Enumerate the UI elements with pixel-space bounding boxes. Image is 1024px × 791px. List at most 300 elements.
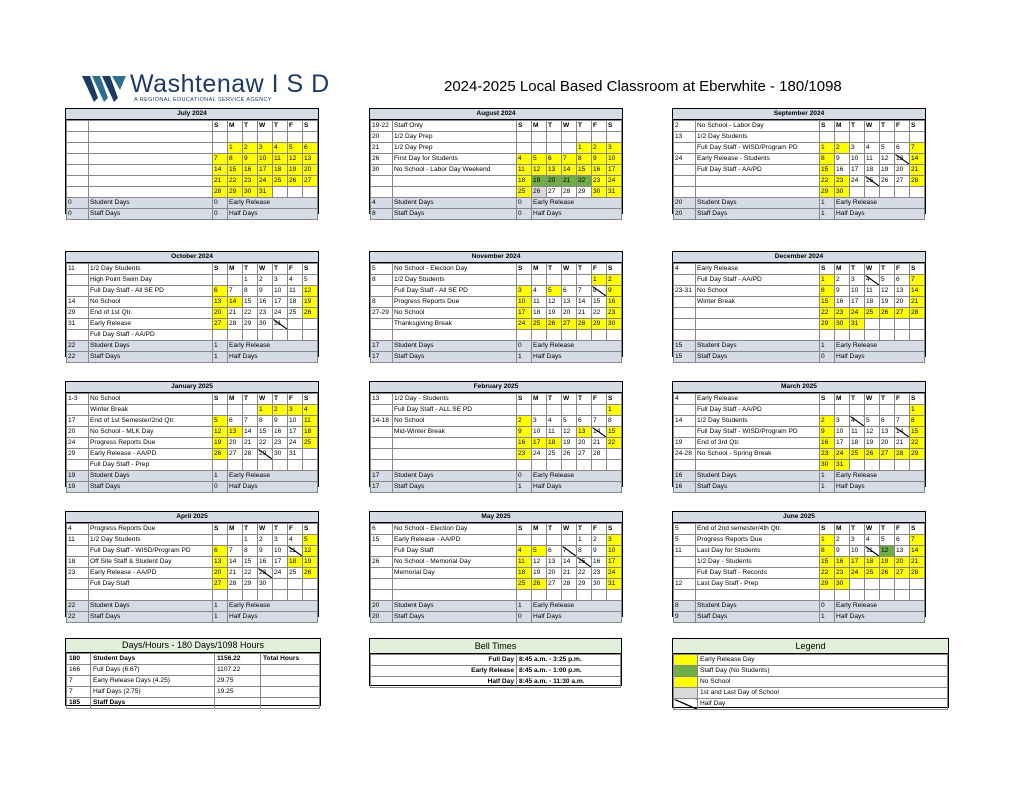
event-label [393, 460, 517, 471]
day-cell [517, 330, 532, 341]
day-cell: 9 [592, 154, 607, 165]
day-cell: 14 [228, 297, 243, 308]
day-cell: 6 [547, 154, 562, 165]
day-cell: 1 [607, 405, 622, 416]
event-label: No School [393, 308, 517, 319]
event-label: Progress Reports Due [696, 535, 820, 546]
month-calendar [65, 381, 319, 490]
day-cell: 2 [835, 535, 850, 546]
day-cell: 11 [865, 546, 880, 557]
day-cell: 2 [607, 275, 622, 286]
day-cell: 21 [562, 176, 577, 187]
event-date [67, 579, 89, 590]
day-cell: 12 [532, 557, 547, 568]
event-label: Memorial Day [393, 568, 517, 579]
event-date [67, 121, 89, 132]
day-cell: 17 [273, 297, 288, 308]
day-header: W [865, 524, 880, 535]
day-cell [517, 535, 532, 546]
day-cell: 30 [273, 449, 288, 460]
early-release-label: Early Release [228, 601, 318, 612]
day-cell: 22 [820, 568, 835, 579]
day-cell: 10 [288, 416, 303, 427]
day-cell: 17 [258, 165, 273, 176]
day-cell [850, 187, 865, 198]
day-header: T [273, 264, 288, 275]
day-cell: 22 [577, 568, 592, 579]
day-cell [228, 535, 243, 546]
day-cell: 8 [592, 286, 607, 297]
day-cell: 1 [258, 405, 273, 416]
staff-days-label: Staff Days [89, 352, 213, 363]
day-cell: 1 [820, 535, 835, 546]
day-cell [258, 590, 273, 601]
day-header: F [288, 264, 303, 275]
day-header: T [243, 121, 258, 132]
days-hours-cell [261, 698, 320, 709]
day-cell: 20 [895, 165, 910, 176]
event-date [67, 176, 89, 187]
day-cell [288, 132, 303, 143]
day-header: F [895, 394, 910, 405]
event-date [67, 165, 89, 176]
day-cell: 10 [850, 154, 865, 165]
day-cell: 5 [288, 143, 303, 154]
day-cell: 22 [258, 438, 273, 449]
day-header: T [547, 264, 562, 275]
days-hours-cell: 180 [67, 654, 91, 665]
days-hours-cell [261, 665, 320, 676]
day-cell [213, 330, 228, 341]
event-date [674, 176, 696, 187]
day-cell [895, 579, 910, 590]
day-cell [243, 460, 258, 471]
day-cell: 2 [820, 416, 835, 427]
day-cell: 21 [562, 568, 577, 579]
event-label: Early Release [89, 319, 213, 330]
staff-days-label: Staff Days [393, 209, 517, 220]
day-cell [303, 449, 318, 460]
day-cell [243, 330, 258, 341]
day-cell: 18 [288, 297, 303, 308]
day-cell: 19 [288, 165, 303, 176]
day-cell: 7 [562, 546, 577, 557]
event-date [674, 330, 696, 341]
day-cell [562, 535, 577, 546]
day-cell [865, 319, 880, 330]
day-header: W [258, 121, 273, 132]
day-cell: 30 [592, 579, 607, 590]
early-release-label: Early Release [835, 601, 925, 612]
event-date: 24 [67, 438, 89, 449]
event-date [371, 330, 393, 341]
event-label: Mid-Winter Break [393, 427, 517, 438]
staff-days-label: Staff Days [696, 352, 820, 363]
day-cell [865, 460, 880, 471]
event-label: High Point Swim Day [89, 275, 213, 286]
day-cell: 3 [288, 405, 303, 416]
month-title: September 2024 [673, 109, 925, 120]
day-cell: 8 [577, 154, 592, 165]
early-release-value: 1 [213, 341, 228, 352]
days-hours-cell: Full Days (6.67) [91, 665, 215, 676]
day-cell [273, 579, 288, 590]
event-date: 23 [67, 568, 89, 579]
day-cell: 26 [880, 308, 895, 319]
day-cell: 29 [910, 449, 925, 460]
day-cell: 26 [303, 308, 318, 319]
day-cell [850, 590, 865, 601]
event-label: 1/2 Day Students [696, 416, 820, 427]
day-header: S [303, 524, 318, 535]
day-cell [865, 132, 880, 143]
day-cell: 19 [880, 165, 895, 176]
day-cell: 19 [865, 438, 880, 449]
day-cell: 2 [258, 535, 273, 546]
day-header: T [273, 121, 288, 132]
day-cell: 18 [288, 557, 303, 568]
event-label: Full Day Staff - ALL SE PD [393, 405, 517, 416]
event-label: No School - Memorial Day [393, 557, 517, 568]
event-label: Full Day Staff - Prep [89, 460, 213, 471]
day-cell [592, 405, 607, 416]
event-label [89, 132, 213, 143]
event-date: 6 [371, 524, 393, 535]
bell-time-label: Full Day [371, 655, 517, 666]
event-label: Early Release - Students [696, 154, 820, 165]
day-cell: 14 [577, 297, 592, 308]
half-days-label: Half Days [228, 482, 318, 493]
day-cell: 24 [607, 568, 622, 579]
day-header: T [850, 264, 865, 275]
day-cell: 12 [532, 165, 547, 176]
day-cell: 14 [562, 165, 577, 176]
staff-days-value: 8 [371, 209, 393, 220]
day-cell: 4 [288, 535, 303, 546]
day-cell: 11 [288, 286, 303, 297]
day-cell: 15 [228, 165, 243, 176]
month-title: June 2025 [673, 512, 925, 523]
day-cell: 4 [865, 275, 880, 286]
days-hours-cell: 19.25 [215, 687, 261, 698]
event-date: 13 [371, 394, 393, 405]
early-release-value: 1 [820, 341, 835, 352]
event-date [674, 187, 696, 198]
day-cell: 23 [835, 176, 850, 187]
day-cell: 2 [243, 143, 258, 154]
day-cell [880, 330, 895, 341]
day-cell: 22 [820, 176, 835, 187]
event-label: Full Day Staff - WISD/Program PD [89, 546, 213, 557]
day-cell: 19 [547, 308, 562, 319]
day-cell: 15 [607, 427, 622, 438]
early-release-value: 1 [213, 471, 228, 482]
day-header: S [303, 121, 318, 132]
day-cell: 23 [835, 568, 850, 579]
day-cell: 19 [562, 438, 577, 449]
student-days-label: Student Days [89, 601, 213, 612]
event-date [371, 449, 393, 460]
day-cell: 18 [532, 308, 547, 319]
day-cell: 5 [532, 154, 547, 165]
early-release-label: Early Release [228, 341, 318, 352]
day-cell [303, 132, 318, 143]
day-cell: 11 [850, 427, 865, 438]
day-header: M [228, 121, 243, 132]
day-cell: 16 [835, 297, 850, 308]
event-label: No School - Labor Day Weekend [393, 165, 517, 176]
event-label: Full Day Staff - WISD/Program PD [696, 143, 820, 154]
day-cell: 22 [243, 568, 258, 579]
event-label [696, 330, 820, 341]
half-days-label: Half Days [532, 209, 622, 220]
day-cell: 26 [288, 176, 303, 187]
day-header: F [592, 121, 607, 132]
day-header: S [517, 264, 532, 275]
day-cell: 20 [547, 568, 562, 579]
bell-times-table [369, 638, 622, 686]
days-hours-title: Days/Hours - 180 Days/1098 Hours [66, 639, 320, 653]
half-days-label: Half Days [835, 482, 925, 493]
day-cell: 14 [243, 427, 258, 438]
day-cell: 23 [592, 568, 607, 579]
day-cell: 28 [562, 579, 577, 590]
event-label: Full Day Staff [89, 579, 213, 590]
day-cell: 12 [213, 427, 228, 438]
day-cell: 27 [228, 449, 243, 460]
early-release-value: 0 [820, 601, 835, 612]
event-label: 1/2 Day Prep [393, 143, 517, 154]
day-cell: 7 [243, 416, 258, 427]
event-date: 13 [674, 132, 696, 143]
day-cell [213, 405, 228, 416]
day-header: M [835, 264, 850, 275]
day-cell: 14 [228, 557, 243, 568]
day-cell: 30 [835, 319, 850, 330]
day-cell [865, 330, 880, 341]
day-cell: 22 [577, 176, 592, 187]
day-header: T [850, 524, 865, 535]
day-cell: 23 [258, 308, 273, 319]
day-cell: 29 [820, 319, 835, 330]
event-date: 24 [674, 154, 696, 165]
event-label: Thanksgiving Break [393, 319, 517, 330]
day-cell [243, 132, 258, 143]
day-cell: 13 [577, 427, 592, 438]
day-cell: 8 [820, 154, 835, 165]
staff-days-label: Staff Days [89, 482, 213, 493]
day-cell [228, 275, 243, 286]
day-cell: 4 [850, 416, 865, 427]
half-days-value: 0 [213, 482, 228, 493]
day-cell: 29 [258, 449, 273, 460]
day-cell: 20 [562, 308, 577, 319]
day-cell: 7 [910, 143, 925, 154]
event-label: Staff Only [393, 121, 517, 132]
day-cell: 7 [895, 416, 910, 427]
day-cell: 14 [562, 557, 577, 568]
day-cell: 10 [850, 286, 865, 297]
day-cell: 2 [258, 275, 273, 286]
day-header: M [835, 524, 850, 535]
day-cell: 8 [258, 416, 273, 427]
day-cell [303, 330, 318, 341]
day-cell: 15 [592, 297, 607, 308]
day-cell [213, 460, 228, 471]
day-cell [895, 405, 910, 416]
day-cell: 29 [228, 187, 243, 198]
half-days-value: 1 [820, 209, 835, 220]
event-label [696, 319, 820, 330]
legend-title: Legend [673, 639, 948, 654]
student-days-value: 17 [371, 341, 393, 352]
day-cell: 4 [865, 143, 880, 154]
day-cell: 13 [895, 286, 910, 297]
event-date: 18 [67, 557, 89, 568]
day-cell: 23 [592, 176, 607, 187]
month-calendar [65, 511, 319, 620]
event-label [696, 460, 820, 471]
day-cell: 25 [547, 449, 562, 460]
day-cell: 26 [303, 568, 318, 579]
day-cell: 16 [592, 557, 607, 568]
staff-days-label: Staff Days [89, 209, 213, 220]
day-cell [895, 330, 910, 341]
day-cell: 25 [273, 176, 288, 187]
early-release-label: Early Release [228, 471, 318, 482]
day-cell [273, 590, 288, 601]
event-label [696, 176, 820, 187]
day-cell: 8 [607, 416, 622, 427]
day-cell: 17 [607, 557, 622, 568]
half-days-value: 1 [213, 612, 228, 623]
day-header: S [607, 524, 622, 535]
event-date [67, 330, 89, 341]
day-header: W [258, 264, 273, 275]
day-cell: 10 [517, 297, 532, 308]
day-cell [910, 590, 925, 601]
day-cell: 25 [517, 187, 532, 198]
event-date [67, 187, 89, 198]
day-cell: 15 [820, 297, 835, 308]
day-cell: 1 [577, 143, 592, 154]
day-cell [910, 319, 925, 330]
day-cell [577, 405, 592, 416]
day-cell: 11 [865, 286, 880, 297]
day-cell: 31 [835, 460, 850, 471]
day-cell [213, 132, 228, 143]
day-cell [273, 187, 288, 198]
day-cell [607, 449, 622, 460]
day-header: S [910, 264, 925, 275]
day-cell: 18 [547, 438, 562, 449]
day-cell: 9 [835, 546, 850, 557]
event-date: 2 [674, 121, 696, 132]
day-header: T [273, 524, 288, 535]
day-header: W [562, 121, 577, 132]
day-cell [547, 132, 562, 143]
event-date: 20 [67, 427, 89, 438]
event-label: End of 2nd semester/4th Qtr. [696, 524, 820, 535]
day-cell: 13 [895, 154, 910, 165]
event-label: Full Day Staff - AA/PD [696, 165, 820, 176]
day-cell: 11 [517, 557, 532, 568]
day-cell [288, 319, 303, 330]
day-cell: 29 [577, 579, 592, 590]
day-cell [303, 460, 318, 471]
staff-days-value: 20 [371, 612, 393, 623]
day-cell: 1 [228, 143, 243, 154]
staff-days-value: 17 [371, 352, 393, 363]
day-cell: 4 [547, 416, 562, 427]
day-header: T [577, 264, 592, 275]
event-label: No School [393, 416, 517, 427]
day-cell: 29 [820, 579, 835, 590]
day-cell [532, 330, 547, 341]
day-cell: 9 [835, 286, 850, 297]
day-cell: 21 [910, 165, 925, 176]
student-days-label: Student Days [89, 341, 213, 352]
student-days-label: Student Days [696, 471, 820, 482]
event-date [674, 405, 696, 416]
day-cell: 23 [273, 438, 288, 449]
day-cell: 22 [607, 438, 622, 449]
event-date [67, 143, 89, 154]
day-header: M [228, 394, 243, 405]
page-title: 2024-2025 Local Based Classroom at Eberwhite - 180/1098 [444, 78, 842, 95]
day-header: F [288, 524, 303, 535]
days-hours-cell: Student Days [91, 654, 215, 665]
half-days-value: 0 [820, 352, 835, 363]
month-calendar [369, 251, 623, 360]
day-cell [865, 405, 880, 416]
event-date: 5 [674, 535, 696, 546]
day-cell: 11 [288, 546, 303, 557]
day-cell: 11 [547, 427, 562, 438]
event-label: No School - Election Day [393, 524, 517, 535]
month-title: July 2024 [66, 109, 318, 120]
day-cell: 12 [880, 154, 895, 165]
event-label [393, 449, 517, 460]
day-cell [895, 187, 910, 198]
day-cell [820, 590, 835, 601]
day-cell: 24 [835, 449, 850, 460]
day-cell: 1 [820, 143, 835, 154]
legend-swatch [674, 655, 698, 666]
half-days-label: Half Days [532, 612, 622, 623]
day-header: F [288, 121, 303, 132]
day-header: S [517, 121, 532, 132]
event-label [393, 187, 517, 198]
legend [672, 638, 949, 708]
day-header: F [895, 264, 910, 275]
event-label: No School - Labor Day [696, 121, 820, 132]
day-cell: 3 [850, 275, 865, 286]
day-cell: 3 [273, 275, 288, 286]
day-cell [910, 132, 925, 143]
day-cell: 3 [607, 535, 622, 546]
event-label: 1/2 Day Students [696, 132, 820, 143]
day-cell: 9 [258, 286, 273, 297]
day-cell [577, 132, 592, 143]
event-label [393, 176, 517, 187]
day-cell [228, 330, 243, 341]
day-cell: 21 [910, 297, 925, 308]
event-date: 27-29 [371, 308, 393, 319]
day-header: W [258, 524, 273, 535]
days-hours-cell: 166 [67, 665, 91, 676]
event-label: Early Release - AA/PD [89, 449, 213, 460]
